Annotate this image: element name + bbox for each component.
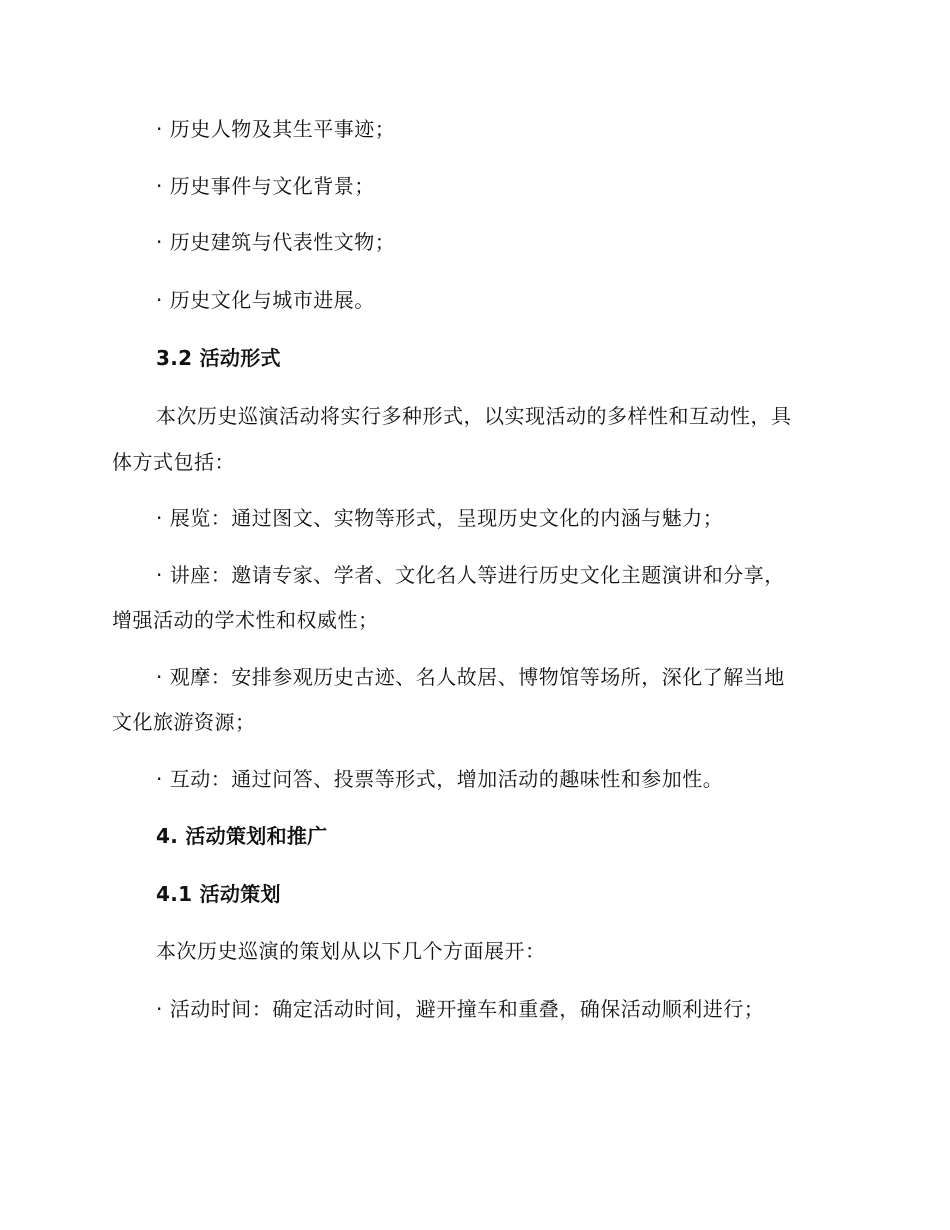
- section-heading-4: 4. 活动策划和推广: [156, 824, 328, 848]
- list-item-continuation: 文化旅游资源；: [112, 710, 256, 734]
- list-item: · 历史事件与文化背景；: [156, 174, 375, 198]
- section-heading-3-2: 3.2 活动形式: [156, 346, 281, 370]
- list-item: · 讲座：邀请专家、学者、文化名人等进行历史文化主题演讲和分享，: [156, 563, 785, 587]
- list-item: · 活动时间：确定活动时间，避开撞车和重叠，确保活动顺利进行；: [156, 997, 765, 1021]
- list-item: · 互动：通过问答、投票等形式，增加活动的趣味性和参加性。: [156, 767, 724, 791]
- section-heading-4-1: 4.1 活动策划: [156, 882, 281, 906]
- list-item: · 历史建筑与代表性文物；: [156, 230, 396, 254]
- list-item: · 展览：通过图文、实物等形式，呈现历史文化的内涵与魅力；: [156, 506, 724, 530]
- paragraph-line: 本次历史巡演活动将实行多种形式，以实现活动的多样性和互动性，具: [156, 404, 792, 428]
- list-item: · 观摩：安排参观历史古迹、名人故居、博物馆等场所，深化了解当地: [156, 665, 785, 689]
- paragraph-line: 体方式包括：: [112, 450, 235, 474]
- list-item-continuation: 增强活动的学术性和权威性；: [112, 608, 379, 632]
- paragraph-line: 本次历史巡演的策划从以下几个方面展开：: [156, 939, 546, 963]
- list-item: · 历史文化与城市进展。: [156, 288, 375, 312]
- list-item: · 历史人物及其生平事迹；: [156, 117, 396, 141]
